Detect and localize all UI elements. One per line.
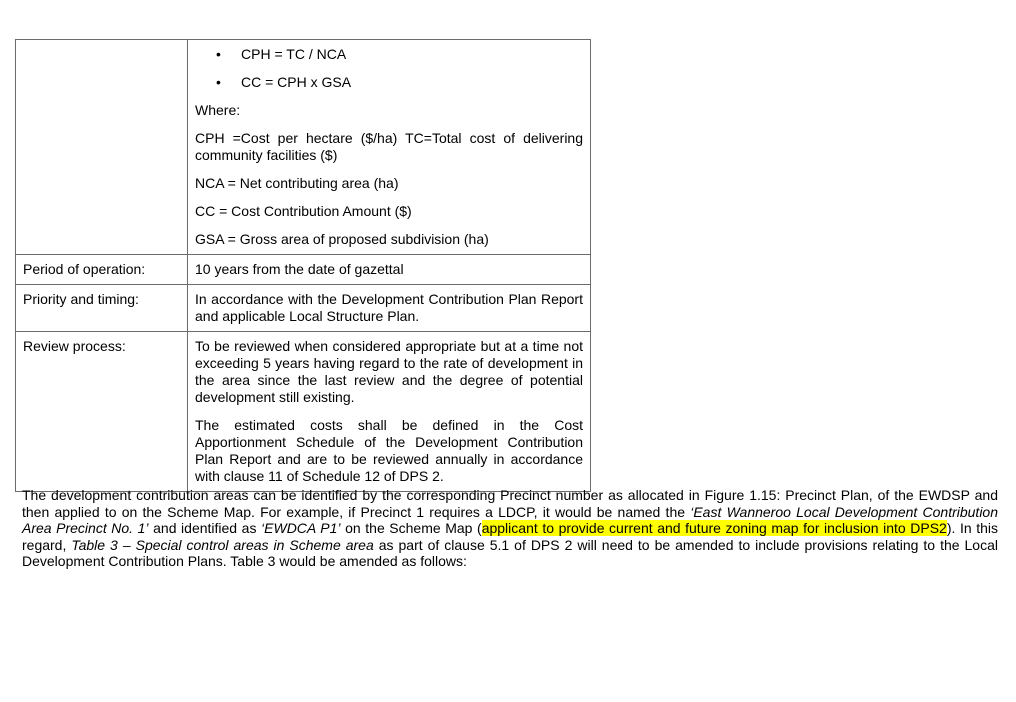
row-value-text: To be reviewed when considered appropriate but at a time not exceeding 5 years having regard to the rate of development in the area since the last review and the degree of potential development still existing. <box>195 338 583 405</box>
where-label: Where: <box>195 102 241 118</box>
paragraph-italic-text: ‘East Wanneroo Local Development Contribution Area Precinct No. 1’ <box>22 503 998 536</box>
formula-text: CC = CPH x GSA <box>241 74 352 90</box>
definition-text: CC = Cost Contribution Amount ($) <box>195 203 412 219</box>
bullet-icon: • <box>216 46 221 62</box>
formula-list <box>195 46 583 91</box>
paragraph-italic-text: ‘EWDCA P1’ <box>261 520 341 536</box>
table-row-priority <box>16 285 591 332</box>
table-row-review <box>16 332 591 492</box>
table-value-cell <box>188 285 591 332</box>
highlighted-note: applicant to provide current and future zoning map for inclusion into DPS2 <box>481 520 947 536</box>
bullet-icon: • <box>216 74 221 90</box>
definition-text: GSA = Gross area of proposed subdivision (ha) <box>195 231 489 247</box>
definition-text: CPH =Cost per hectare ($/ha) TC=Total cost of delivering community facilities ($) <box>195 130 583 163</box>
table-value-cell <box>188 332 591 492</box>
paragraph-text: and identified as <box>148 520 262 536</box>
formula-item <box>195 74 583 91</box>
table-value-cell-formula <box>188 40 591 255</box>
table-row-formula <box>16 40 591 255</box>
table-row-period <box>16 255 591 285</box>
paragraph-text: The development contribution areas can be identified by the corresponding Precinct number as allocated in Figure 1.15: Precinct Plan, of the EWDSP and then applied to on the Scheme Map. For example, if Precinct 1 requires a LDCP, it would be named the <box>22 487 998 520</box>
table-label-cell-empty <box>16 40 188 255</box>
contribution-plan-table <box>15 39 591 492</box>
row-value-text: The estimated costs shall be defined in the Cost Apportionment Schedule of the Development Contribution Plan Report and are to be reviewed annually in accordance with clause 11 of Schedule 12 of DPS 2. <box>195 417 583 484</box>
formula-text: CPH = TC / NCA <box>241 46 347 62</box>
row-label: Period of operation: <box>16 255 188 285</box>
paragraph-italic-text: Table 3 – Special control areas in Scheme area <box>71 536 374 553</box>
formula-item <box>195 46 583 63</box>
paragraph-text: ). In this regard, <box>22 520 998 553</box>
row-value-text: In accordance with the Development Contribution Plan Report and applicable Local Structure Plan. <box>195 291 583 324</box>
definition-text: NCA = Net contributing area (ha) <box>195 175 399 191</box>
paragraph-text: as part of clause 5.1 of DPS 2 will need to be amended to include provisions relating to the Local Development Contribution Plans. Table 3 would be amended as follows: <box>22 536 998 569</box>
row-label: Review process: <box>16 332 188 492</box>
table-value-cell <box>188 255 591 285</box>
row-value-text: 10 years from the date of gazettal <box>195 261 404 277</box>
body-paragraph <box>22 487 998 570</box>
row-label: Priority and timing: <box>16 285 188 332</box>
paragraph-text: on the Scheme Map ( <box>340 520 482 536</box>
